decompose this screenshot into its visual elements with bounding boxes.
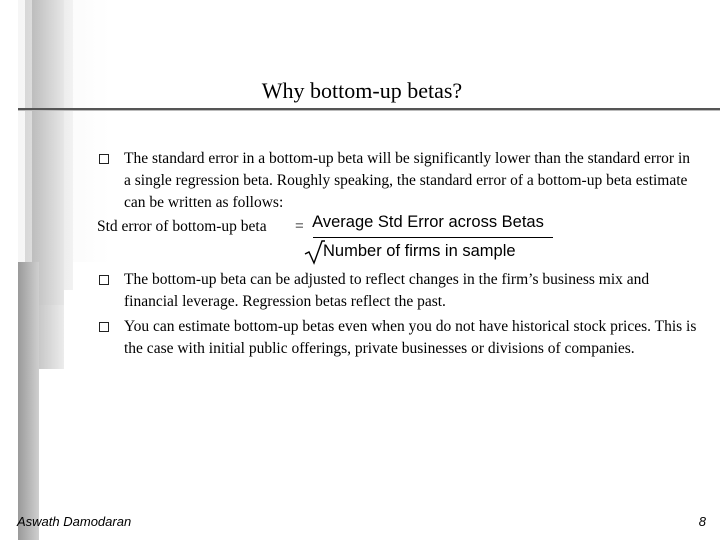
decorative-sidebar-block-4: [18, 262, 39, 540]
bullet-text: The bottom-up beta can be adjusted to reflect changes in the firm’s business mix and financial leverage. Regression betas reflect the past.: [124, 271, 650, 310]
bullet-text: You can estimate bottom-up betas even when you do not have historical stock prices. This is the case with initial public offerings, private businesses or divisions of companies.: [124, 318, 697, 357]
page-number: 8: [698, 514, 706, 529]
equals-sign: =: [295, 218, 304, 235]
bullet-item: [124, 316, 699, 360]
decorative-sidebar-block-3: [32, 0, 64, 305]
decorative-sidebar-block-5: [39, 305, 64, 369]
square-bullet-icon: [99, 322, 109, 332]
formula-denominator: Number of firms in sample: [323, 242, 516, 260]
formula-numerator: Average Std Error across Betas: [312, 213, 544, 231]
slide-title: Why bottom-up betas?: [261, 78, 463, 103]
square-root-icon: [303, 239, 325, 265]
fraction-bar: [313, 237, 553, 238]
formula-fraction: [303, 213, 553, 265]
bullet-item: [124, 269, 699, 313]
square-bullet-icon: [99, 154, 109, 164]
square-bullet-icon: [99, 275, 109, 285]
bullet-text: The standard error in a bottom-up beta will be significantly lower than the standard error in a single regression beta. Roughly speaking, the standard error of a bottom-up beta estimate can be written as follows:: [124, 150, 690, 211]
title-divider: [18, 108, 720, 110]
std-error-formula: [97, 213, 567, 265]
formula-label: Std error of bottom-up beta: [97, 218, 267, 235]
footer-author: Aswath Damodaran: [17, 514, 132, 529]
bullet-item: [124, 148, 699, 214]
